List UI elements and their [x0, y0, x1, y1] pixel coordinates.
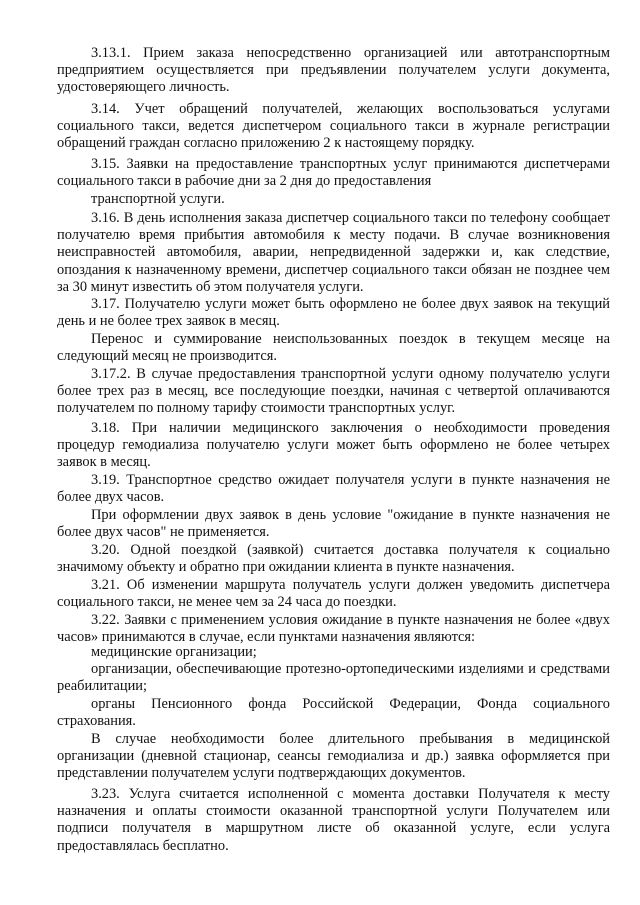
paragraph-two-requests: При оформлении двух заявок в день условие "ожидание в пункте назначения не более двух часов" не применяется. [57, 507, 610, 541]
paragraph-3-17: 3.17. Получателю услуги может быть оформлено не более двух заявок на текущий день и не более трех заявок в месяц. [57, 296, 610, 330]
paragraph-3-19: 3.19. Транспортное средство ожидает получателя услуги в пункте назначения не более двух часов. [57, 472, 610, 506]
paragraph-3-22: 3.22. Заявки с применением условия ожидание в пункте назначения не более «двух часов» принимаются в случае, если пунктами назначения являются: [57, 612, 610, 646]
paragraph-3-17-2: 3.17.2. В случае предоставления транспортной услуги одному получателю услуги более трех раз в месяц, все последующие поездки, начиная с четвертой оплачиваются получателем по полному тарифу стоимости транспортных услуг. [57, 366, 610, 417]
list-item-medical: медицинские организации; [91, 644, 257, 660]
paragraph-3-14: 3.14. Учет обращений получателей, желающих воспользоваться услугами социального такси, ведется диспетчером социального такси в журнале регистрации обращений граждан согласно приложению 2 к настоящему порядку. [57, 101, 610, 152]
paragraph-3-20: 3.20. Одной поездкой (заявкой) считается доставка получателя к социально значимому объекту и обратно при ожидании клиента в пункте назначения. [57, 542, 610, 576]
paragraph-3-15-continuation: транспортной услуги. [91, 191, 225, 207]
paragraph-3-23: 3.23. Услуга считается исполненной с момента доставки Получателя к месту назначения и оплаты стоимости оказанной транспортной услуги Получателем или подписи получателя в маршрутном листе об оказанной услуге, если услуга предоставлялась бесплатно. [57, 786, 610, 854]
paragraph-3-21: 3.21. Об изменении маршрута получатель услуги должен уведомить диспетчера социального такси, не менее чем за 24 часа до поездки. [57, 577, 610, 611]
paragraph-3-15: 3.15. Заявки на предоставление транспортных услуг принимаются диспетчерами социального такси в рабочие дни за 2 дня до предоставления [57, 156, 610, 190]
paragraph-transfer: Перенос и суммирование неиспользованных поездок в текущем месяце на следующий месяц не производится. [57, 331, 610, 365]
paragraph-3-16: 3.16. В день исполнения заказа диспетчер социального такси по телефону сообщает получателю время прибытия автомобиля к месту подачи. В случае возникновения неисправностей автомобиля, аварии, непредвиденной задержки и, как следствие, опоздания к назначенному времени, диспетчер социального такси обязан не позднее чем за 30 минут известить об этом получателя услуги. [57, 210, 610, 295]
paragraph-long-stay: В случае необходимости более длительного пребывания в медицинской организации (дневной стационар, сеансы гемодиализа и др.) заявка оформляется при представлении получателем услуги подтверждающих документов. [57, 731, 610, 782]
list-item-prosthetic: организации, обеспечивающие протезно-ортопедическими изделиями и средствами реабилитации; [57, 661, 610, 695]
list-item-pension-fund: органы Пенсионного фонда Российской Федерации, Фонда социального страхования. [57, 696, 610, 730]
paragraph-3-13-1: 3.13.1. Прием заказа непосредственно организацией или автотранспортным предприятием осуществляется при предъявлении получателем услуги документа, удостоверяющего личность. [57, 45, 610, 96]
paragraph-3-18: 3.18. При наличии медицинского заключения о необходимости проведения процедур гемодиализа получателю услуги может быть оформлено не более четырех заявок в месяц. [57, 420, 610, 471]
